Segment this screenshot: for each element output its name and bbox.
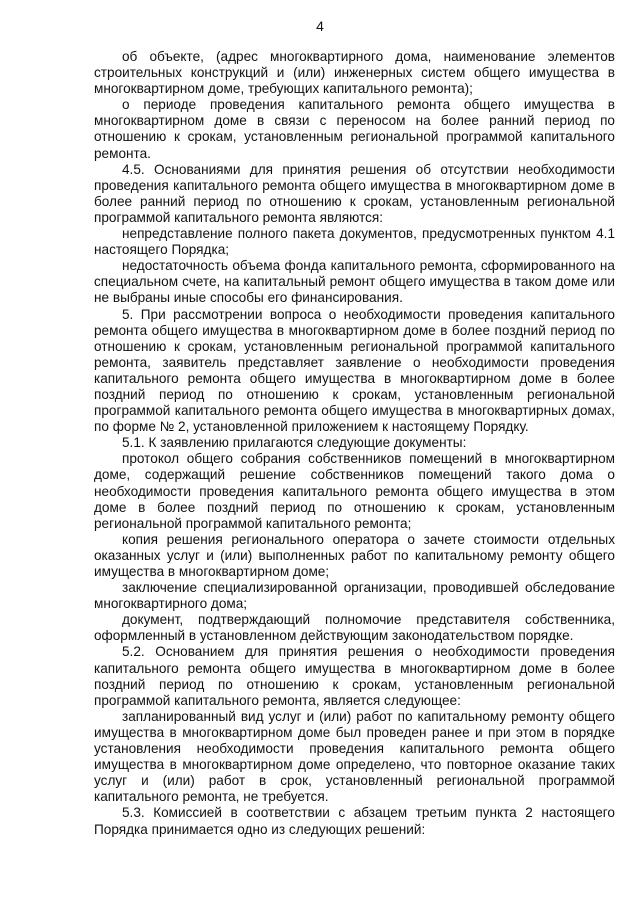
paragraph: 4.5. Основаниями для принятия решения об отсутствии необходимости проведения капитального ремонта общего имущества в многоквартирном доме в более ранний период по отношению к срокам, установленным региональной программой капитального ремонта являются: [94, 161, 615, 225]
body-text [94, 49, 615, 838]
paragraph: недостаточность объема фонда капитального ремонта, сформированного на специальном счете, на капитальный ремонт общего имущества в таком доме или не выбраны иные способы его финансирования. [94, 258, 615, 306]
paragraph: 5.1. К заявлению прилагаются следующие документы: [122, 435, 467, 451]
page-number: 4 [316, 18, 324, 34]
paragraph: непредставление полного пакета документов, предусмотренных пунктом 4.1 настоящего Порядка; [94, 226, 615, 258]
paragraph: запланированный вид услуг и (или) работ по капитальному ремонту общего имущества в многоквартирном доме был проведен ранее и при этом в порядке установления необходимости проведения капитального ремонта общего имущества в многоквартирном доме определено, что повторное оказание таких услуг и (или) работ в срок, установленный региональной программой капитального ремонта, не требуется. [94, 708, 615, 805]
paragraph: 5. При рассмотрении вопроса о необходимости проведения капитального ремонта общего имущества в многоквартирном доме в более поздний период по отношению к срокам, установленным региональной программой капитального ремонта, заявитель представляет заявление о необходимости проведения капитального ремонта общего имущества в многоквартирном доме в более поздний период по отношению к срокам, установленным региональной программой капитального ремонта общего имущества в многоквартирных домах, по форме № 2, установленной приложением к настоящему Порядку. [94, 306, 615, 435]
paragraph: о периоде проведения капитального ремонта общего имущества в многоквартирном доме в связи с переносом на более ранний период по отношению к срокам, установленным региональной программой капитального ремонта. [94, 97, 615, 161]
paragraph: заключение специализированной организации, проводившей обследование многоквартирного дома; [94, 580, 615, 612]
paragraph: протокол общего собрания собственников помещений в многоквартирном доме, содержащий решение собственников помещений такого дома о необходимости проведения капитального ремонта общего имущества в этом доме в более поздний период по отношению к срокам, установленным региональной программой капитального ремонта; [94, 451, 615, 531]
paragraph: документ, подтверждающий полномочие представителя собственника, оформленный в установленном действующим законодательством порядке. [94, 612, 615, 644]
paragraph: об объекте, (адрес многоквартирного дома, наименование элементов строительных конструкций и (или) инженерных систем общего имущества в многоквартирном доме, требующих капитального ремонта); [94, 49, 615, 97]
paragraph: 5.2. Основанием для принятия решения о необходимости проведения капитального ремонта общего имущества в многоквартирном доме в более поздний период по отношению к срокам, установленным региональной программой капитального ремонта, является следующее: [94, 644, 615, 708]
paragraph: копия решения регионального оператора о зачете стоимости отдельных оказанных услуг и (или) выполненных работ по капитальному ремонту общего имущества в многоквартирном доме; [94, 531, 615, 579]
paragraph: 5.3. Комиссией в соответствии с абзацем третьим пункта 2 настоящего Порядка принимается одно из следующих решений: [94, 805, 615, 837]
